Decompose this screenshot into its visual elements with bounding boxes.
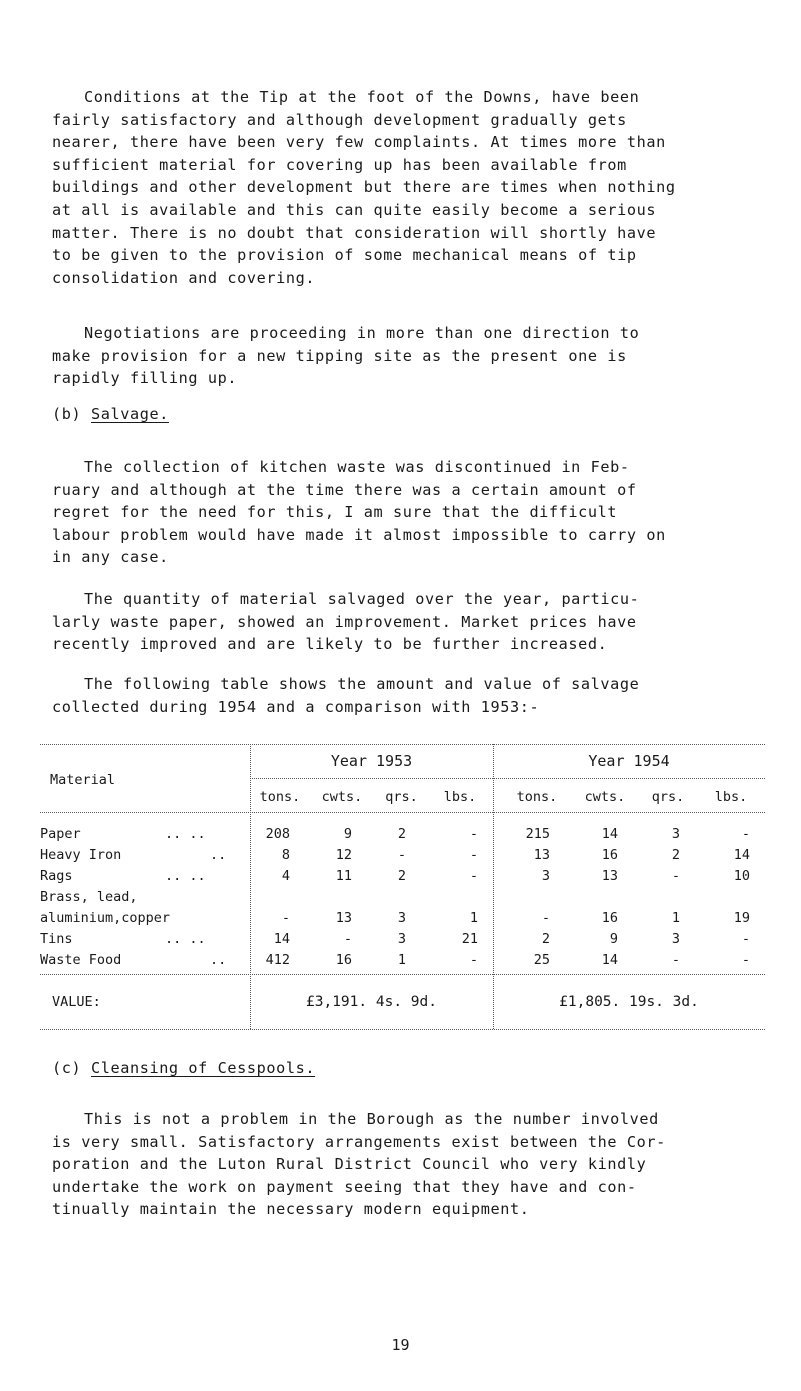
row-leader: .. [210, 847, 227, 863]
cell-cwts-1953: 12 [335, 847, 352, 863]
unit-cwts-1953: cwts. [321, 789, 363, 805]
section-heading-salvage [52, 405, 169, 423]
table-rule-body [40, 974, 765, 975]
value-1953: £3,191. 4s. 9d. [306, 994, 437, 1010]
cell-cwts-1953: 16 [335, 952, 352, 968]
text-line: This is not a problem in the Borough as the number involved [84, 1110, 659, 1128]
cell-cwts-1954: 13 [601, 868, 618, 884]
table-rule-year [250, 778, 765, 779]
table-rule-years [493, 744, 494, 1029]
row-material: Rags [40, 868, 73, 884]
year-1953-header: Year 1953 [330, 752, 413, 770]
text-line: sufficient material for covering up has been available from [52, 155, 627, 174]
cell-qrs-1954: - [671, 952, 680, 968]
cell-tons-1953: 14 [273, 931, 290, 947]
cell-tons-1953: 4 [281, 868, 290, 884]
page-number: 19 [391, 1336, 410, 1354]
text-line: in any case. [52, 548, 169, 567]
section-title: Salvage. [90, 405, 169, 423]
cell-lbs-1953: 21 [461, 931, 478, 947]
table-rule-header [40, 812, 765, 813]
row-leader: .. [210, 952, 227, 968]
row-material: aluminium,copper [40, 910, 171, 926]
row-material: Waste Food [40, 952, 122, 968]
text-line: poration and the Luton Rural District Council who very kindly [52, 1155, 647, 1174]
text-line: at all is available and this can quite easily become a serious [52, 200, 657, 219]
unit-tons-1954: tons. [516, 789, 558, 805]
table-rule-top [40, 744, 765, 745]
cell-qrs-1954: 2 [671, 847, 680, 863]
cell-qrs-1954: 3 [671, 826, 680, 842]
unit-qrs-1954: qrs. [651, 789, 685, 805]
cell-tons-1953: - [281, 910, 290, 926]
cell-cwts-1953: 11 [335, 868, 352, 884]
cell-lbs-1953: - [469, 952, 478, 968]
cell-qrs-1954: 3 [671, 931, 680, 947]
text-line: Negotiations are proceeding in more than one direction to [84, 324, 640, 342]
cell-tons-1954: 2 [541, 931, 550, 947]
cell-lbs-1953: - [469, 847, 478, 863]
value-1954: £1,805. 19s. 3d. [559, 994, 699, 1010]
salvage-table [40, 744, 765, 1044]
table-rule-bottom [40, 1029, 765, 1030]
text-line: larly waste paper, showed an improvement. Market prices have [52, 612, 637, 631]
text-line: The following table shows the amount and value of salvage [84, 675, 640, 693]
row-leader: .. .. [165, 868, 206, 884]
cell-cwts-1953: 9 [343, 826, 352, 842]
cell-tons-1954: 215 [525, 826, 550, 842]
unit-lbs-1953: lbs. [443, 789, 477, 805]
cell-qrs-1953: 3 [397, 931, 406, 947]
text-line: tinually maintain the necessary modern equipment. [52, 1200, 530, 1219]
cell-lbs-1954: 14 [733, 847, 750, 863]
section-marker: (b) [52, 405, 82, 423]
cell-tons-1954: 3 [541, 868, 550, 884]
cell-lbs-1954: 10 [733, 868, 750, 884]
text-line: recently improved and are likely to be further increased. [52, 635, 608, 654]
cell-cwts-1954: 14 [601, 826, 618, 842]
cell-cwts-1954: 16 [601, 910, 618, 926]
paragraph-salvage-quantity [52, 588, 762, 656]
cell-qrs-1954: 1 [671, 910, 680, 926]
text-line: Conditions at the Tip at the foot of the Downs, have been [84, 88, 640, 106]
section-title: Cleansing of Cesspools. [90, 1059, 316, 1077]
cell-cwts-1954: 14 [601, 952, 618, 968]
cell-tons-1954: - [541, 910, 550, 926]
text-line: to be given to the provision of some mechanical means of tip [52, 246, 637, 265]
paragraph-table-intro [52, 673, 762, 718]
cell-lbs-1953: 1 [469, 910, 478, 926]
cell-lbs-1954: 19 [733, 910, 750, 926]
text-line: matter. There is no doubt that consideration will shortly have [52, 223, 657, 242]
text-line: nearer, there have been very few complaints. At times more than [52, 133, 666, 152]
cell-cwts-1953: 13 [335, 910, 352, 926]
row-material: Paper [40, 826, 81, 842]
cell-tons-1953: 208 [265, 826, 290, 842]
section-heading-cesspools [52, 1059, 315, 1077]
text-line: make provision for a new tipping site as the present one is [52, 346, 627, 365]
paragraph-cesspools [52, 1108, 762, 1221]
cell-lbs-1953: - [469, 826, 478, 842]
paragraph-tip-conditions [52, 86, 762, 289]
row-leader: .. .. [165, 931, 206, 947]
unit-tons-1953: tons. [259, 789, 301, 805]
text-line: ruary and although at the time there was a certain amount of [52, 480, 637, 499]
text-line: buildings and other development but there are times when nothing [52, 178, 676, 197]
text-line: collected during 1954 and a comparison with 1953:- [52, 697, 540, 716]
paragraph-kitchen-waste [52, 456, 762, 569]
text-line: consolidation and covering. [52, 268, 316, 287]
text-line: rapidly filling up. [52, 369, 238, 388]
row-material: Heavy Iron [40, 847, 122, 863]
cell-cwts-1954: 16 [601, 847, 618, 863]
cell-qrs-1953: 3 [397, 910, 406, 926]
year-1954-header: Year 1954 [588, 752, 670, 770]
unit-lbs-1954: lbs. [714, 789, 748, 805]
cell-tons-1953: 412 [265, 952, 290, 968]
unit-cwts-1954: cwts. [584, 789, 626, 805]
row-material: Tins [40, 931, 73, 947]
text-line: undertake the work on payment seeing that they have and con- [52, 1177, 637, 1196]
cell-tons-1954: 13 [533, 847, 550, 863]
text-line: labour problem would have made it almost impossible to carry on [52, 525, 666, 544]
cell-qrs-1954: - [671, 868, 680, 884]
cell-qrs-1953: 1 [397, 952, 406, 968]
cell-qrs-1953: 2 [397, 826, 406, 842]
row-leader: .. .. [165, 826, 206, 842]
cell-tons-1954: 25 [533, 952, 550, 968]
value-label: VALUE: [52, 994, 101, 1010]
cell-cwts-1954: 9 [609, 931, 618, 947]
cell-lbs-1954: - [741, 952, 750, 968]
cell-lbs-1954: - [741, 931, 750, 947]
text-line: The quantity of material salvaged over the year, particu- [84, 590, 640, 608]
material-header: Material [50, 772, 116, 788]
cell-lbs-1953: - [469, 868, 478, 884]
cell-lbs-1954: - [741, 826, 750, 842]
text-line: The collection of kitchen waste was discontinued in Feb- [84, 458, 630, 476]
cell-qrs-1953: 2 [397, 868, 406, 884]
text-line: regret for the need for this, I am sure that the difficult [52, 503, 618, 522]
cell-cwts-1953: - [343, 931, 352, 947]
cell-tons-1953: 8 [281, 847, 290, 863]
text-line: is very small. Satisfactory arrangements exist between the Cor- [52, 1132, 666, 1151]
paragraph-negotiations [52, 322, 762, 390]
section-marker: (c) [52, 1059, 82, 1077]
row-material: Brass, lead, [40, 889, 138, 905]
cell-qrs-1953: - [397, 847, 406, 863]
text-line: fairly satisfactory and although development gradually gets [52, 110, 627, 129]
unit-qrs-1953: qrs. [385, 789, 418, 805]
table-rule-material [250, 744, 251, 1029]
